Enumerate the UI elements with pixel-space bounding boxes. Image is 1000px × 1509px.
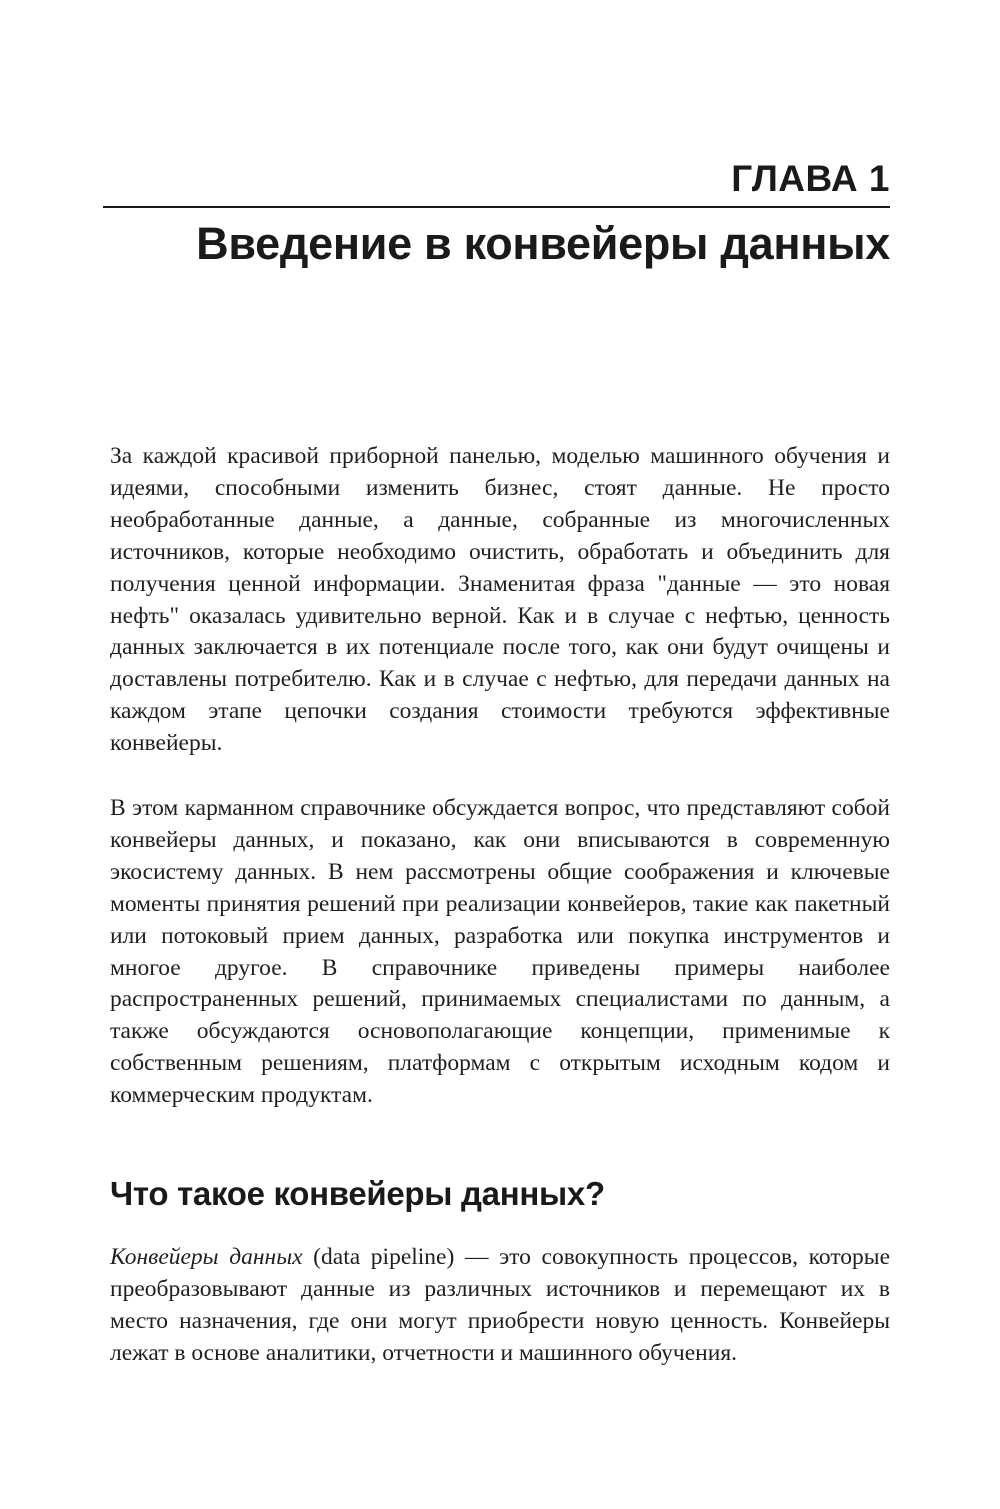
intro-paragraph-1: За каждой красивой приборной панелью, моделью машинного обучения и идеями, способными изменить бизнес, стоят данные. Не просто необработанные данные, а данные, собранные из многочисленных источников, которые необходимо очистить, обработать и объединить для получения ценной информации. Знаменитая фраза "данные — это новая нефть" оказалась удивительно верной. Как и в случае с нефтью, ценность данных заключается в их потенциале после того, как они будут очищены и доставлены потребителю. Как и в случае с нефтью, для передачи данных на каждом этапе цепочки создания стоимости требуются эффективные конвейеры.: [110, 443, 890, 757]
section-title: Что такое конвейеры данных?: [110, 1175, 605, 1212]
intro-paragraph-2: В этом карманном справочнике обсуждается вопрос, что представляют собой конвейеры данных, и показано, как они вписываются в современную экосистему данных. В нем рассмотрены общие соображения и ключевые моменты принятия решений при реализации конвейеров, такие как пакетный или потоковый прием данных, разработка или покупка инструментов и многое другое. В справочнике приведены примеры наиболее распространенных решений, принимаемых специалистами по данным, а также обсуждаются основополагающие концепции, применимые к собственным решениям, платформам с открытым исходным кодом и коммерческим продуктам.: [110, 795, 890, 1109]
defined-term: Конвейеры данных: [110, 1244, 303, 1270]
definition-paragraph: [110, 1242, 890, 1370]
chapter-label: ГЛАВА 1: [731, 158, 890, 199]
chapter-divider: [103, 206, 890, 208]
chapter-title: Введение в конвейеры данных: [196, 218, 890, 269]
definition-text: (data pipeline) — это совокупность процессов, которые преобразовывают данные из различных источников и перемещают их в место назначения, где они могут приобрести новую ценность. Конвейеры лежат в основе аналитики, отчетности и машинного обучения.: [110, 1244, 891, 1366]
